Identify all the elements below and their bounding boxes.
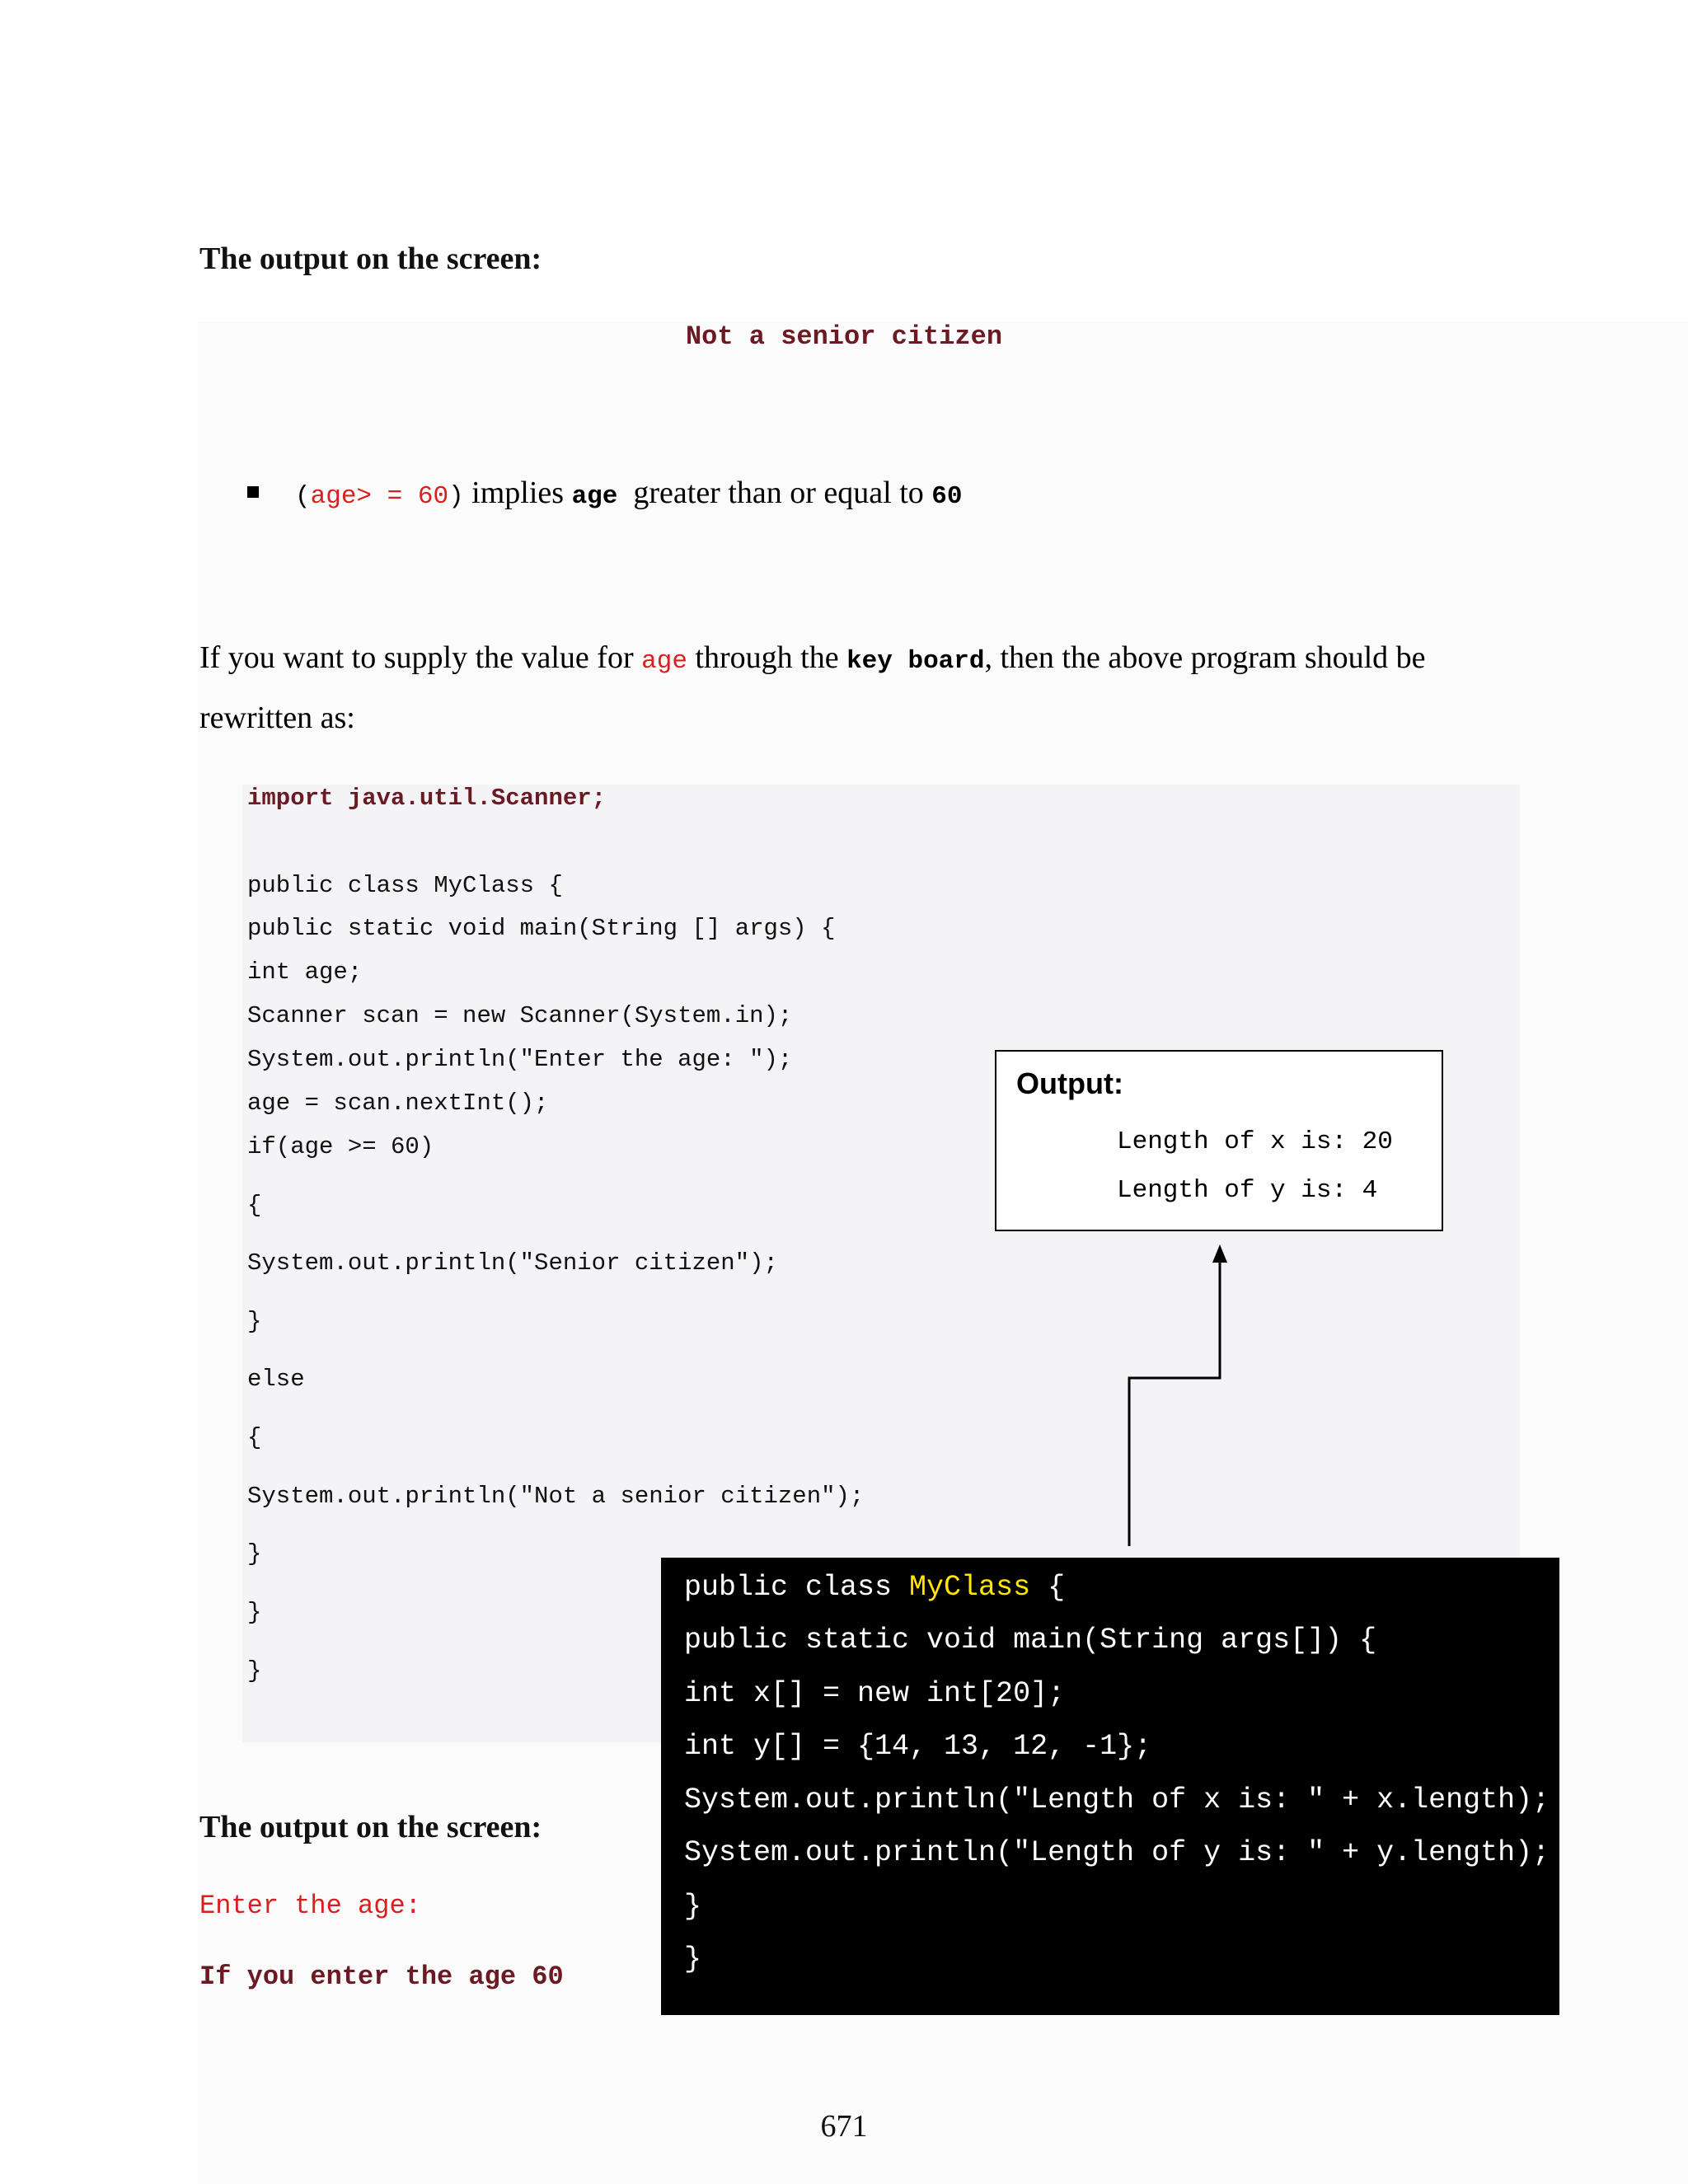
expr-num: 60 [417, 482, 449, 511]
code-line: Scanner scan = new Scanner(System.in); [247, 1002, 793, 1029]
black-code-line: System.out.println("Length of x is: " + x.length); [684, 1783, 1550, 1816]
code-line: { [247, 1192, 262, 1219]
black-class-name: MyClass [909, 1571, 1031, 1604]
black-code-line: int y[] = {14, 13, 12, -1}; [684, 1730, 1152, 1763]
para-part3: , then the above program should be rewritten as: [199, 640, 1426, 735]
bullet-square-icon [247, 486, 259, 498]
code-line: age = scan.nextInt(); [247, 1090, 549, 1117]
black-code-line: } [684, 1943, 702, 1975]
code-line: System.out.println("Not a senior citizen"); [247, 1483, 865, 1510]
code-line: public static void main(String [] args) { [247, 915, 836, 942]
terminal-prompt: Enter the age: [199, 1891, 421, 1921]
code-line: System.out.println("Senior citizen"); [247, 1249, 778, 1277]
intro-paragraph [199, 630, 1518, 746]
output-box-title: Output: [1016, 1066, 1123, 1100]
expr-close-paren: ) [448, 482, 464, 511]
bold-num: 60 [931, 482, 963, 511]
para-part1: If you want to supply the value for [199, 640, 642, 675]
code-line: else [247, 1366, 305, 1393]
black-code-line-0 [684, 1571, 1065, 1604]
output-box-line: Length of y is: 4 [1117, 1176, 1378, 1205]
black-code-line: } [684, 1890, 702, 1923]
terminal-note: If you enter the age 60 [199, 1961, 564, 1992]
black-code-line: public static void main(String args[]) { [684, 1624, 1377, 1657]
bullet-text: greater than or equal to [617, 476, 932, 510]
output-heading-1: The output on the screen: [199, 241, 542, 276]
code-import-line: import java.util.Scanner; [247, 785, 607, 812]
expr-op: = [372, 482, 418, 511]
implies-text: implies [463, 476, 572, 510]
output-text-1: Not a senior citizen [685, 321, 1003, 352]
bullet-item [247, 475, 962, 511]
para-var: age [641, 647, 687, 676]
code-line: } [247, 1540, 262, 1568]
black-class-suffix: { [1030, 1571, 1066, 1604]
code-line: System.out.println("Enter the age: "); [247, 1046, 793, 1073]
para-keyboard: key board [846, 647, 985, 676]
output-heading-2: The output on the screen: [199, 1810, 542, 1844]
page-number: 671 [820, 2109, 868, 2144]
code-line: } [247, 1599, 262, 1626]
code-screenshot-black [661, 1558, 1559, 2015]
black-class-prefix: public class [684, 1571, 910, 1604]
code-line: public class MyClass { [247, 872, 563, 899]
bold-var: age [571, 482, 618, 511]
output-box-line: Length of x is: 20 [1117, 1127, 1393, 1156]
black-code-line: System.out.println("Length of y is: " + y.length); [684, 1836, 1550, 1869]
output-box [995, 1050, 1443, 1231]
code-line: if(age >= 60) [247, 1133, 434, 1160]
code-line: } [247, 1657, 262, 1685]
para-part2: through the [687, 640, 847, 675]
expr-var: age> [310, 482, 373, 511]
code-line: { [247, 1424, 262, 1451]
code-line: int age; [247, 958, 363, 986]
expr-open-paren: ( [295, 482, 311, 511]
connector-arrow-icon [1113, 1244, 1236, 1558]
black-code-line: int x[] = new int[20]; [684, 1677, 1066, 1710]
code-line: } [247, 1308, 262, 1335]
